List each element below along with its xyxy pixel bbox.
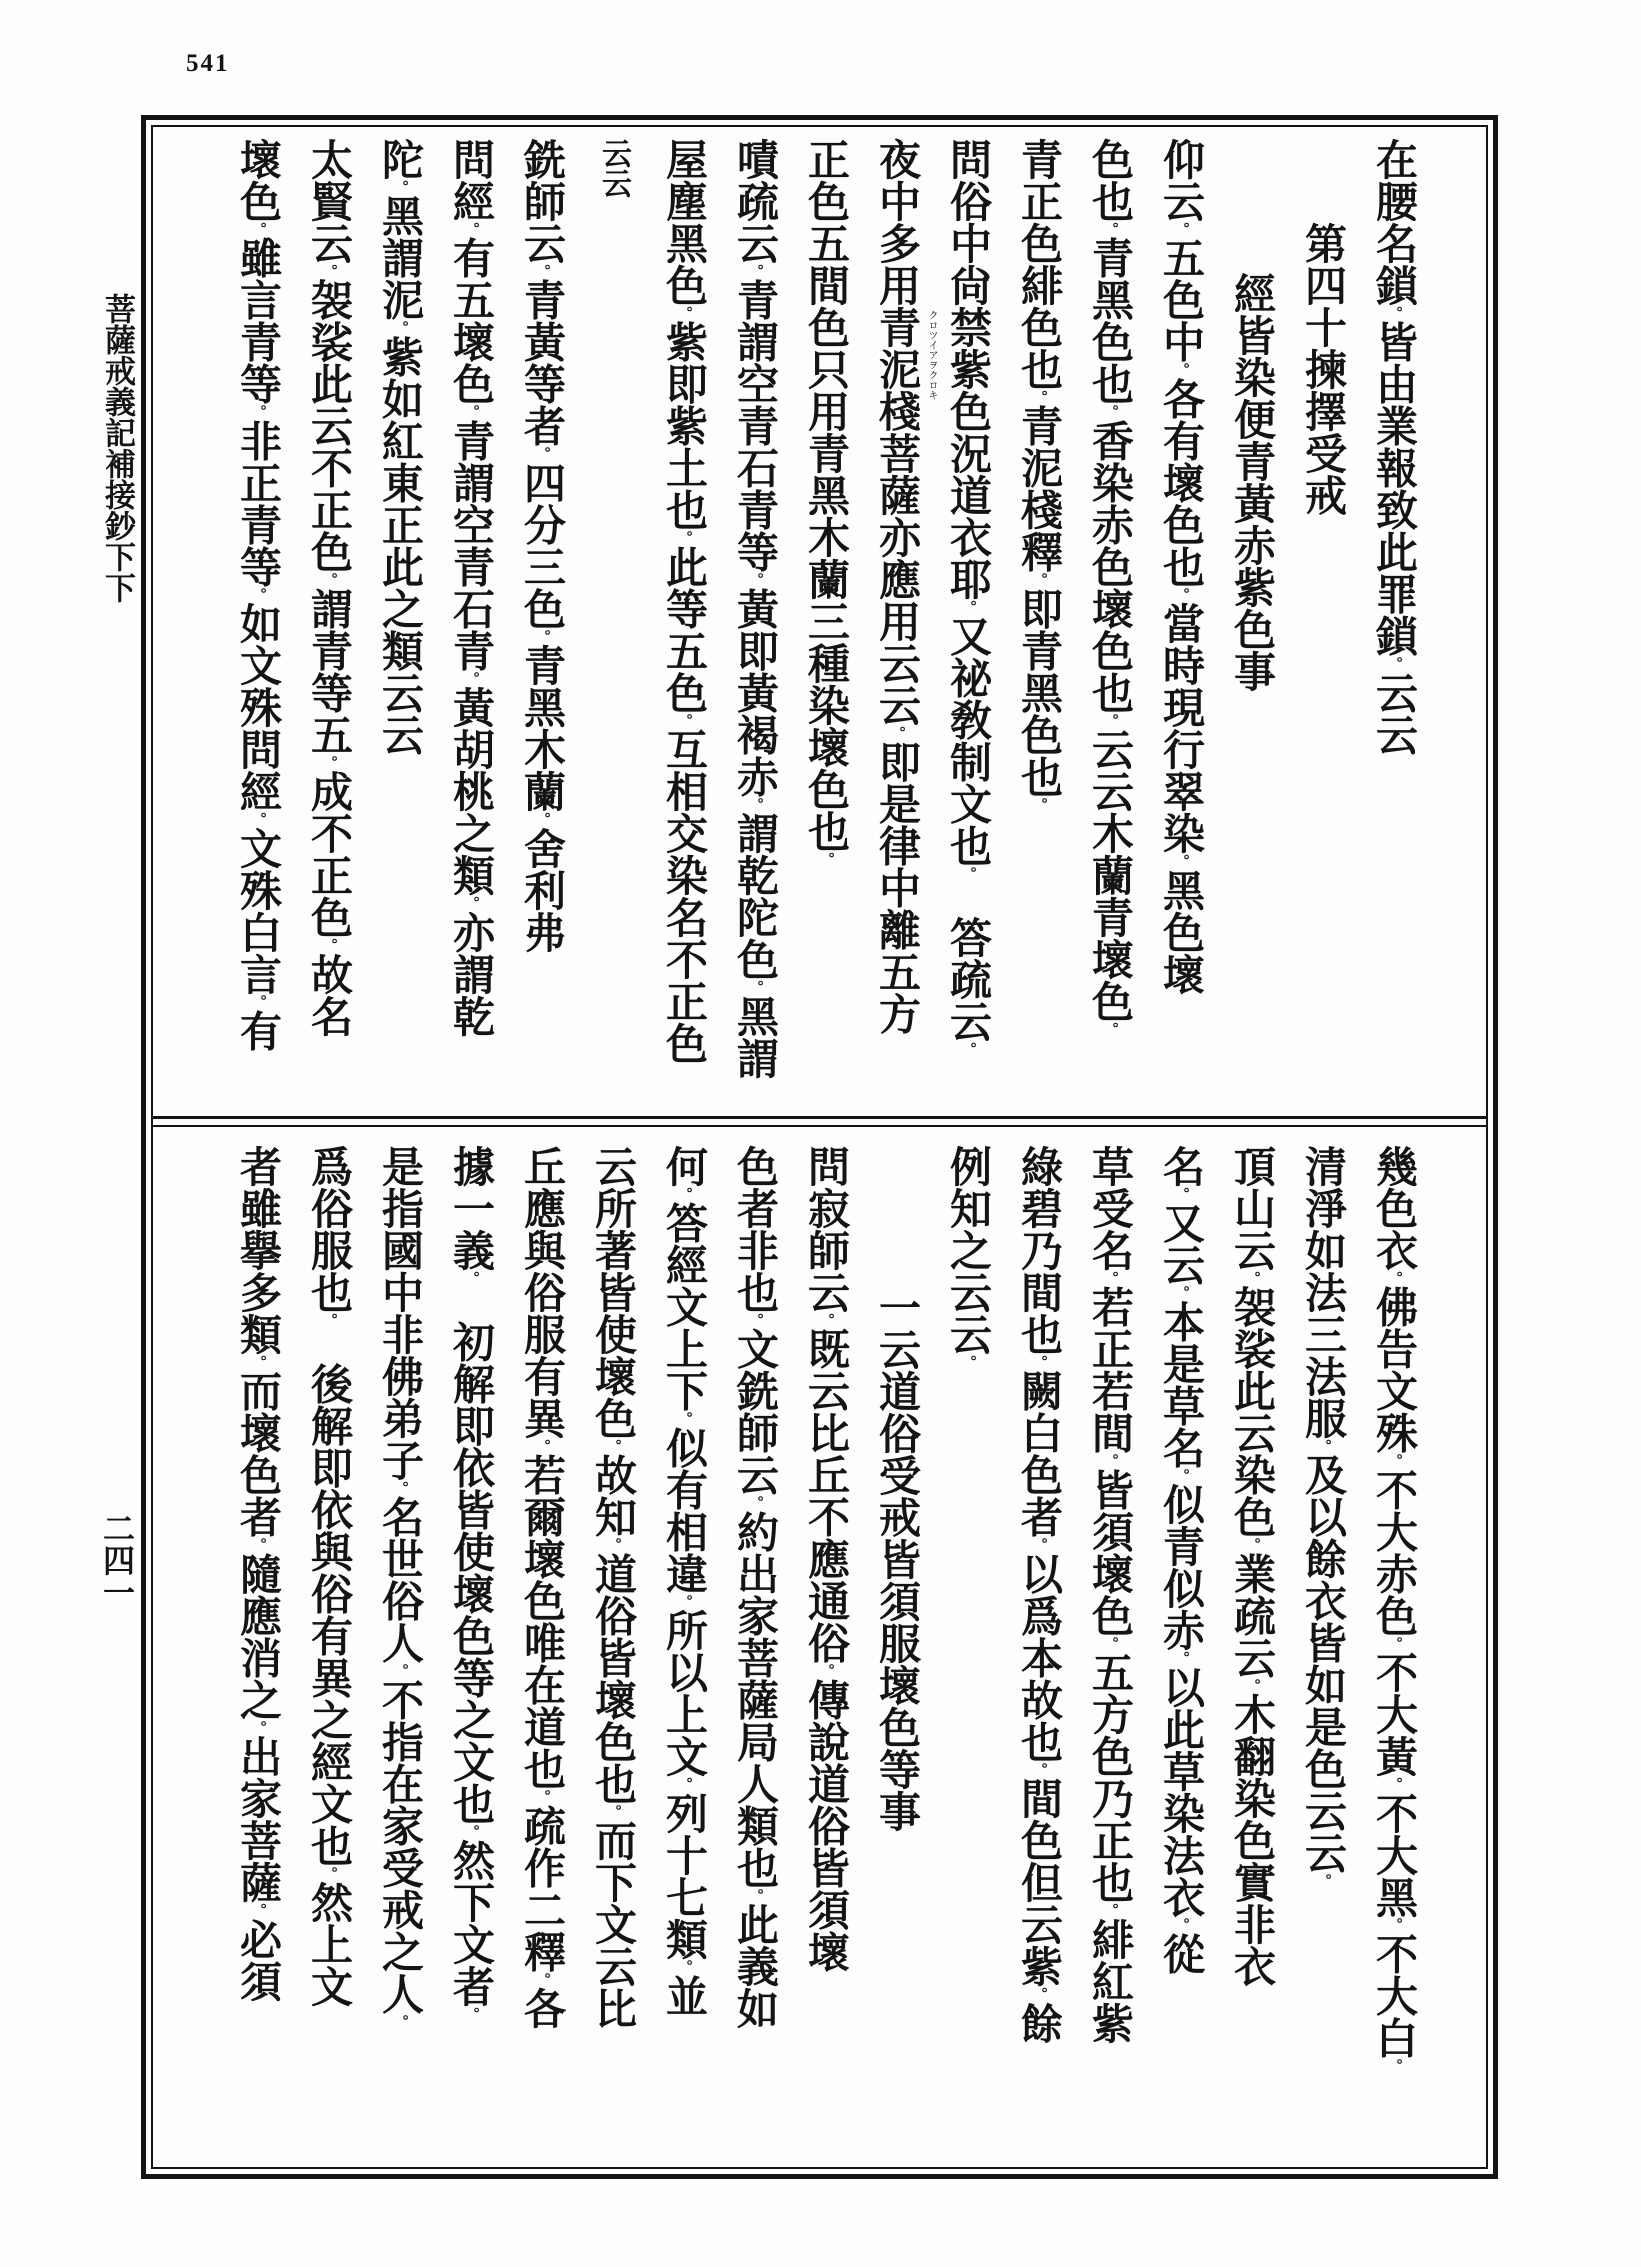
punctuation-mark: 。 (463, 222, 480, 237)
punctuation-mark: 。 (321, 1866, 338, 1882)
punctuation-mark: 。 (1173, 362, 1190, 378)
lower-column-17: 者雖擧多類。而壞色者。隨應消之。出家菩薩。必須 (234, 1145, 283, 2002)
punctuation-mark: 。 (392, 2014, 409, 2030)
punctuation-mark: 。 (321, 755, 338, 771)
section-divider-inner (151, 1125, 1488, 1127)
punctuation-mark: 。 (1386, 1636, 1403, 1652)
margin-book-title: 菩薩戒義記補接鈔下下 (99, 293, 135, 603)
punctuation-mark: 。 (747, 1495, 764, 1511)
ruby-annotation: クロツイアヲクロキ (926, 310, 937, 400)
punctuation-mark: 。 (534, 629, 551, 645)
lower-column-2: 清淨如法三法服。及以餘衣皆如是色云云。 (1299, 1145, 1348, 1889)
punctuation-mark: 。 (889, 726, 906, 741)
upper-column-6: 青正色緋色也。青泥棧釋。即青黑色也。 (1015, 138, 1064, 813)
punctuation-mark: 。 (1173, 587, 1190, 603)
punctuation-mark: 。 (960, 866, 977, 875)
punctuation-mark: 。 (1315, 1873, 1332, 1889)
punctuation-mark: 。 (1031, 390, 1048, 405)
lower-column-7: 例知之云云。 (944, 1145, 993, 1370)
punctuation-mark: 。 (1386, 1453, 1403, 1469)
lower-column-4: 名。又云。本是草名。似青似赤。以此草染法衣。從 (1157, 1145, 1206, 1975)
punctuation-mark: 。 (463, 404, 480, 420)
punctuation-mark: 。 (392, 320, 409, 336)
punctuation-mark: 。 (1031, 572, 1048, 588)
upper-column-5: 色也。青黑色也。香染赤色壞色也。云云木蘭青壞色。 (1086, 138, 1135, 1037)
punctuation-mark: 。 (1386, 2058, 1403, 2074)
punctuation-mark: 。 (321, 1313, 338, 1321)
upper-column-4: 仰云。五色中。各有壞色也。當時現行翠染。黑色壞 (1157, 138, 1206, 995)
punctuation-mark: 。 (534, 1972, 551, 1988)
punctuation-mark: 。 (605, 1439, 622, 1454)
lower-column-15: 是指國中非佛弟子。名世俗人。不指在家受戒之人。 (376, 1145, 425, 2030)
punctuation-mark: 。 (747, 1313, 764, 1328)
punctuation-mark: 。 (676, 1959, 693, 1975)
lower-column-12: 云所著皆使壞色。故知。道俗皆壞色也。而下文云比 (589, 1145, 638, 2030)
punctuation-mark: 。 (250, 1355, 267, 1370)
punctuation-mark: 。 (250, 812, 267, 827)
punctuation-mark: 。 (463, 1824, 480, 1840)
punctuation-mark: 。 (676, 530, 693, 546)
punctuation-mark: 。 (1102, 1271, 1119, 1286)
upper-column-12: 云云 (596, 138, 631, 198)
punctuation-mark: 。 (321, 264, 338, 279)
punctuation-mark: 。 (1102, 713, 1119, 729)
punctuation-mark: 。 (747, 572, 764, 588)
upper-column-7: 問俗中尙禁紫色況道衣耶。又祕敎制文也。 答疏云。 (944, 138, 993, 1057)
punctuation-mark: 。 (605, 1804, 622, 1820)
punctuation-mark: 。 (1244, 1537, 1261, 1553)
punctuation-mark: 。 (534, 1789, 551, 1805)
punctuation-mark: 。 (392, 1663, 409, 1679)
punctuation-mark: 。 (1173, 1917, 1190, 1933)
punctuation-mark: 。 (1173, 1651, 1190, 1666)
punctuation-mark: 。 (1102, 1636, 1119, 1652)
punctuation-mark: 。 (1031, 1762, 1048, 1778)
punctuation-mark: 。 (250, 404, 267, 420)
punctuation-mark: 。 (960, 1355, 977, 1370)
punctuation-mark: 。 (321, 572, 338, 588)
upper-column-1: 在腰名鎖。皆由業報致此罪鎖。云云 (1370, 138, 1419, 756)
punctuation-mark: 。 (1386, 1271, 1403, 1286)
punctuation-mark: 。 (534, 446, 551, 462)
punctuation-mark: 。 (392, 1481, 409, 1496)
punctuation-mark: 。 (676, 1594, 693, 1610)
punctuation-mark: 。 (1173, 222, 1190, 237)
punctuation-mark: 。 (1386, 306, 1403, 321)
punctuation-mark: 。 (676, 1777, 693, 1792)
punctuation-mark: 。 (1102, 222, 1119, 237)
punctuation-mark: 。 (250, 1537, 267, 1553)
punctuation-mark: 。 (960, 1042, 977, 1057)
punctuation-mark: 。 (250, 1720, 267, 1736)
punctuation-mark: 。 (1102, 404, 1119, 420)
punctuation-mark: 。 (1244, 1271, 1261, 1286)
punctuation-mark: 。 (960, 600, 977, 615)
punctuation-mark: 。 (250, 222, 267, 237)
punctuation-mark: 。 (605, 1537, 622, 1553)
punctuation-mark: 。 (747, 1888, 764, 1904)
punctuation-mark: 。 (1031, 1987, 1048, 2002)
upper-column-17: 壞色。雖言青等。非正青等。如文殊問經。文殊白言。有 (234, 138, 283, 1052)
punctuation-mark: 。 (1102, 1022, 1119, 1037)
punctuation-mark: 。 (747, 797, 764, 813)
punctuation-mark: 。 (463, 896, 480, 911)
punctuation-mark: 。 (392, 180, 409, 195)
punctuation-mark: 。 (1173, 854, 1190, 869)
punctuation-mark: 。 (463, 2007, 480, 2022)
punctuation-mark: 。 (463, 671, 480, 687)
punctuation-mark: 。 (818, 1313, 835, 1328)
punctuation-mark: 。 (818, 1663, 835, 1679)
punctuation-mark: 。 (818, 852, 835, 867)
lower-column-8-heading: 一云道俗受戒皆須服壞色等事 (873, 1286, 922, 1832)
punctuation-mark: 。 (534, 264, 551, 279)
punctuation-mark: 。 (676, 306, 693, 321)
punctuation-mark: 。 (1386, 1777, 1403, 1792)
lower-column-10: 色者非也。文銑師云。約出家菩薩局人類也。此義如 (731, 1145, 780, 2030)
upper-column-13: 銑師云。青黃等者。四分三色。青黑木蘭。舍利弗 (518, 138, 567, 953)
punctuation-mark: 。 (250, 587, 267, 603)
lower-column-3: 頂山云。袈裟此云染色。業疏云。木翻染色實非衣 (1228, 1145, 1277, 1988)
punctuation-mark: 。 (747, 264, 764, 279)
punctuation-mark: 。 (250, 994, 267, 1010)
punctuation-mark: 。 (747, 980, 764, 995)
punctuation-mark: 。 (534, 812, 551, 827)
punctuation-mark: 。 (250, 1903, 267, 1918)
punctuation-mark: 。 (676, 1411, 693, 1427)
punctuation-mark: 。 (1102, 1903, 1119, 1918)
lower-column-6: 綠碧乃間也。闕白色者。以爲本故也。間色但云紫。餘 (1015, 1145, 1064, 2044)
punctuation-mark: 。 (676, 713, 693, 729)
lower-column-14: 據一義。 初解即依皆使壞色等之文也。然下文者。 (447, 1145, 496, 2022)
lower-column-11: 何。答經文上下。似有相違。所以上文。列十七類。並 (660, 1145, 709, 2017)
punctuation-mark: 。 (1244, 1678, 1261, 1694)
upper-column-3-subheading: 經皆染便青黃赤紫色事 (1228, 272, 1277, 692)
punctuation-mark: 。 (463, 1271, 480, 1279)
lower-column-9: 問寂師云。既云比丘不應通俗。傳說道俗皆須壞 (802, 1145, 851, 1973)
upper-column-2-heading: 第四十揀擇受戒 (1299, 222, 1348, 516)
margin-folio-number: 二四一 (98, 1512, 136, 1608)
upper-column-16: 太賢云。袈裟此云不正色。謂青等五。成不正色。故名 (305, 138, 354, 1037)
punctuation-mark: 。 (1031, 1355, 1048, 1370)
lower-column-1: 幾色衣。佛告文殊。不大赤色。不大黃。不大黑。不大白。 (1370, 1145, 1419, 2074)
punctuation-mark: 。 (1031, 797, 1048, 813)
punctuation-mark: 。 (1031, 1537, 1048, 1553)
upper-column-11: 屋塵黑色。紫即紫土也。此等五色。互相交染名不正色 (660, 138, 709, 1065)
punctuation-mark: 。 (1173, 1187, 1190, 1202)
punctuation-mark: 。 (1102, 1453, 1119, 1469)
upper-column-10: 嘖疏云。青謂空青石青等。黃即黃褐赤。謂乾陀色。黑謂 (731, 138, 780, 1079)
punctuation-mark: 。 (321, 938, 338, 953)
punctuation-mark: 。 (1386, 1917, 1403, 1933)
upper-column-14: 問經。有五壞色。青謂空青石青。黃胡桃之類。亦謂乾 (447, 138, 496, 1037)
punctuation-mark: 。 (534, 1439, 551, 1454)
punctuation-mark: 。 (1173, 1468, 1190, 1484)
punctuation-mark: 。 (1386, 656, 1403, 672)
punctuation-mark: 。 (1315, 1439, 1332, 1454)
lower-column-13: 丘應與俗服有異。若爾壞色唯在道也。疏作二釋。各 (518, 1145, 567, 2030)
upper-column-8: 夜中多用青泥棧菩薩亦應用云云。即是律中離五方 (873, 138, 922, 1035)
lower-column-16: 爲俗服也。 後解即依與俗有異之經文也。然上文 (305, 1145, 354, 2008)
lower-column-5: 草受名。若正若間。皆須壞色。五方色乃正也。緋紅紫 (1086, 1145, 1135, 2044)
punctuation-mark: 。 (676, 1187, 693, 1202)
upper-column-15: 陀。黑謂泥。紫如紅東正此之類云云 (376, 138, 425, 756)
page-number: 541 (186, 50, 230, 77)
punctuation-mark: 。 (1173, 1285, 1190, 1301)
section-divider (151, 1116, 1488, 1119)
upper-column-9: 正色五間色只用青黑木蘭三種染壞色也。 (802, 138, 851, 867)
